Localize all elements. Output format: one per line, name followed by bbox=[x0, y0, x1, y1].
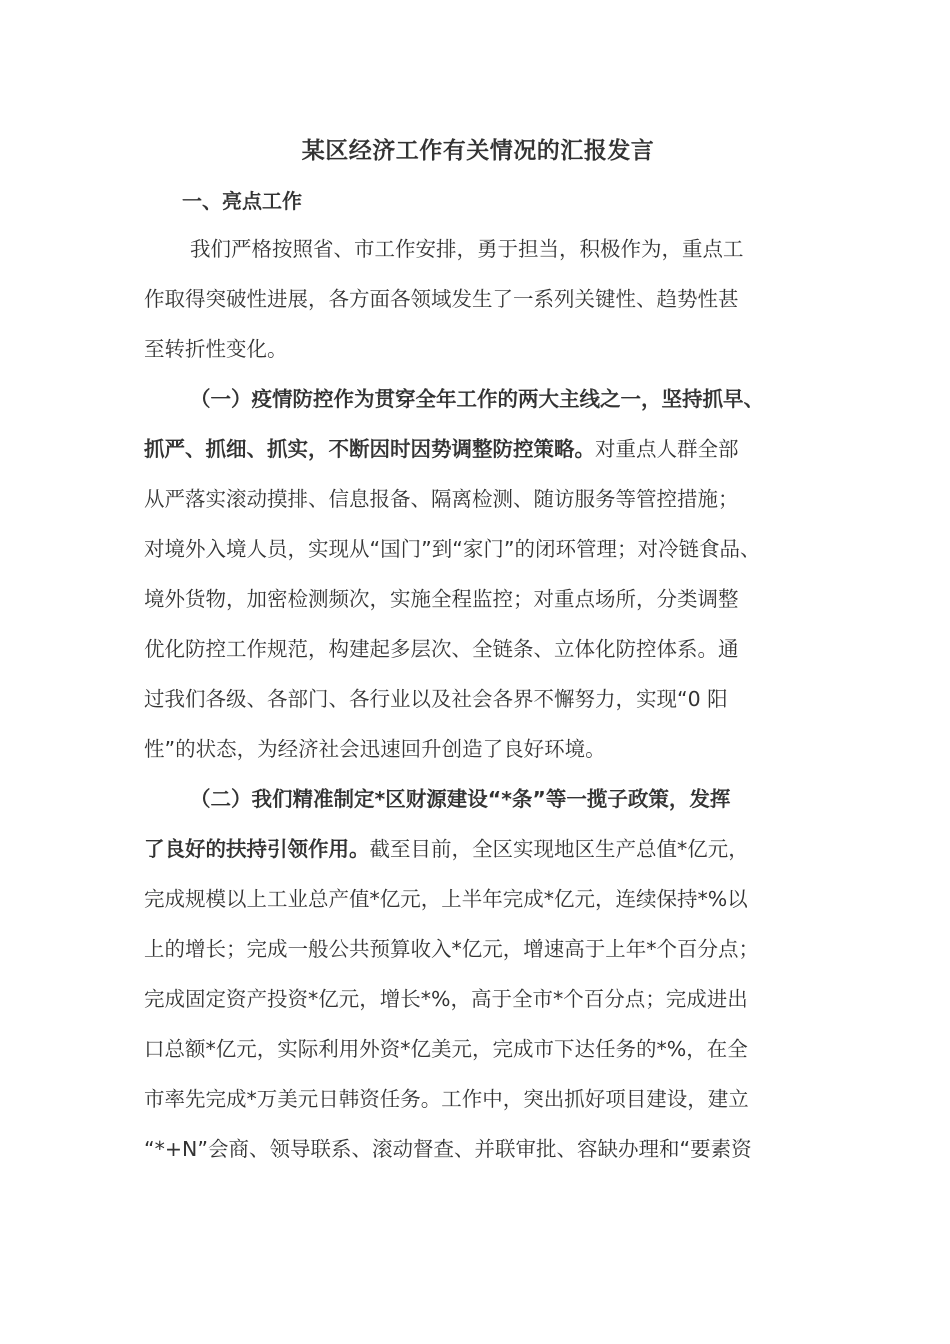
item2-line bbox=[144, 824, 812, 874]
item2-line: 上的增长；完成一般公共预算收入*亿元，增速高于上年*个百分点； bbox=[144, 937, 759, 961]
section-heading-highlights: 一、亮点工作 bbox=[182, 189, 302, 213]
item1-line: 境外货物，加密检测频次，实施全程监控；对重点场所，分类调整 bbox=[144, 587, 739, 611]
document-page bbox=[144, 124, 812, 1174]
item1-paragraph bbox=[144, 374, 812, 774]
item2-line: “*+N”会商、领导联系、滚动督查、并联审批、容缺办理和“要素资 bbox=[144, 1137, 752, 1161]
item2-line: 完成规模以上工业总产值*亿元，上半年完成*亿元，连续保持*%以 bbox=[144, 887, 748, 911]
item1-line: 对境外入境人员，实现从“国门”到“家门”的闭环管理；对冷链食品、 bbox=[144, 537, 761, 561]
intro-line: 至转折性变化。 bbox=[144, 337, 288, 361]
item2-line: 口总额*亿元，实际利用外资*亿美元，完成市下达任务的*%，在全 bbox=[144, 1037, 748, 1061]
item2-lead: （二）我们精准制定*区财源建设“*条”等一揽子政策，发挥 bbox=[190, 787, 731, 811]
intro-paragraph bbox=[144, 224, 812, 374]
item1-lead-cont: 抓严、抓细、抓实，不断因时因势调整防控策略。 bbox=[144, 437, 595, 461]
item1-line: 性”的状态，为经济社会迅速回升创造了良好环境。 bbox=[144, 737, 606, 761]
intro-line: 作取得突破性进展，各方面各领域发生了一系列关键性、趋势性甚 bbox=[144, 287, 739, 311]
item1-lead: （一）疫情防控作为贯穿全年工作的两大主线之一，坚持抓早、 bbox=[190, 387, 764, 411]
item1-line: 从严落实滚动摸排、信息报备、隔离检测、随访服务等管控措施； bbox=[144, 487, 739, 511]
intro-line: 我们严格按照省、市工作安排，勇于担当，积极作为，重点工 bbox=[190, 237, 744, 261]
item1-line: 优化防控工作规范，构建起多层次、全链条、立体化防控体系。通 bbox=[144, 637, 739, 661]
item2-paragraph bbox=[144, 774, 812, 1174]
document-title: 某区经济工作有关情况的汇报发言 bbox=[301, 138, 655, 164]
item1-line: 过我们各级、各部门、各行业以及社会各界不懈努力，实现“0 阳 bbox=[144, 687, 728, 711]
item1-text: 对重点人群全部 bbox=[595, 437, 739, 461]
item1-line bbox=[144, 424, 812, 474]
item2-line: 市率先完成*万美元日韩资任务。工作中，突出抓好项目建设，建立 bbox=[144, 1087, 749, 1111]
item2-line: 完成固定资产投资*亿元，增长*%，高于全市*个百分点；完成进出 bbox=[144, 987, 748, 1011]
item2-lead-cont: 了良好的扶持引领作用。 bbox=[144, 837, 370, 861]
item2-text: 截至目前，全区实现地区生产总值*亿元， bbox=[369, 837, 749, 861]
